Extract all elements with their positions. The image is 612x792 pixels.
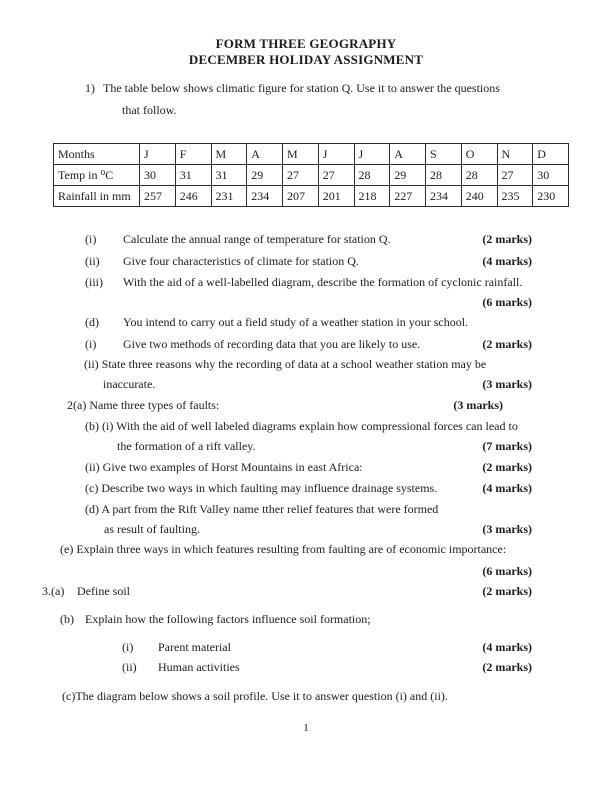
- table-cell: 246: [175, 186, 211, 207]
- question-1-iii: [40, 275, 532, 292]
- question-3-b-i: [40, 640, 532, 657]
- table-cell: 230: [533, 186, 569, 207]
- question-label: (d): [85, 315, 99, 329]
- table-cell: 28: [461, 165, 497, 186]
- table-cell: S: [426, 144, 462, 165]
- question-label: (i): [85, 232, 97, 246]
- question-2-b-i: [40, 419, 532, 436]
- table-cell: 30: [533, 165, 569, 186]
- marks: (3 marks): [482, 522, 532, 536]
- question-text: You intend to carry out a field study of a weather station in your school.: [123, 315, 469, 329]
- table-cell: 30: [140, 165, 176, 186]
- question-text: With the aid of a well-labelled diagram, describe the formation of cyclonic rainfall.: [123, 275, 523, 289]
- question-text: Calculate the annual range of temperature for station Q.: [123, 232, 391, 246]
- question-2-d-cont: [40, 522, 532, 539]
- question-text: (e) Explain three ways in which features resulting from faulting are of economic importance:: [60, 542, 507, 556]
- table-cell: 234: [247, 186, 283, 207]
- question-1-d-i: [40, 337, 532, 354]
- table-cell: J: [354, 144, 390, 165]
- question-text: the formation of a rift valley.: [117, 439, 256, 453]
- question-text: (ii) State three reasons why the recording of data at a school weather station may be: [84, 357, 487, 371]
- question-text: Define soil: [77, 584, 130, 598]
- table-cell: 201: [318, 186, 354, 207]
- table-cell: 29: [390, 165, 426, 186]
- marks: (3 marks): [453, 398, 503, 412]
- question-text: Explain how the following factors influence soil formation;: [85, 612, 371, 626]
- table-cell: 235: [497, 186, 533, 207]
- table-row-label: Rainfall in mm: [54, 186, 140, 207]
- question-3-b: [40, 612, 532, 629]
- document-title-line2: DECEMBER HOLIDAY ASSIGNMENT: [188, 52, 424, 67]
- question-2-e: [40, 542, 532, 559]
- intro-text-2: that follow.: [122, 103, 177, 117]
- question-2-d: [40, 502, 532, 519]
- table-cell: 27: [497, 165, 533, 186]
- marks: (2 marks): [482, 584, 532, 598]
- climate-table: [53, 143, 569, 207]
- question-1-i: [40, 232, 532, 249]
- table-cell: 234: [426, 186, 462, 207]
- table-row-months: [54, 144, 569, 165]
- table-cell: J: [140, 144, 176, 165]
- intro-line-1: [40, 81, 532, 98]
- marks: (4 marks): [482, 481, 532, 495]
- question-2-c: [40, 481, 532, 498]
- table-cell: 27: [318, 165, 354, 186]
- intro-line-2: [40, 103, 532, 120]
- question-2-b-i-cont: [40, 439, 532, 456]
- question-text: (ii) Give two examples of Horst Mountains in east Africa:: [85, 460, 363, 474]
- table-cell: 28: [354, 165, 390, 186]
- page-number: 1: [303, 722, 309, 734]
- question-text: (c)The diagram below shows a soil profile. Use it to answer question (i) and (ii).: [62, 689, 448, 703]
- question-3-c: [40, 689, 532, 706]
- intro-text-1: The table below shows climatic figure for station Q. Use it to answer the questions: [103, 81, 500, 95]
- question-label: (b): [60, 612, 74, 626]
- question-1-d: [40, 315, 532, 332]
- question-text: Give four characteristics of climate for station Q.: [123, 254, 359, 268]
- table-cell: 27: [283, 165, 319, 186]
- marks: (2 marks): [482, 460, 532, 474]
- table-cell: 28: [426, 165, 462, 186]
- table-cell: 218: [354, 186, 390, 207]
- table-cell: A: [390, 144, 426, 165]
- document-title-line1: FORM THREE GEOGRAPHY: [215, 36, 397, 51]
- question-2-a: [40, 398, 532, 415]
- question-3-a: [40, 584, 532, 601]
- table-cell: 31: [175, 165, 211, 186]
- question-text: Human activities: [158, 660, 240, 674]
- question-1-d-ii-cont: [40, 377, 532, 394]
- table-cell: 231: [211, 186, 247, 207]
- marks: (3 marks): [482, 377, 532, 391]
- table-cell: J: [318, 144, 354, 165]
- question-text: (d) A part from the Rift Valley name tther relief features that were formed: [85, 502, 439, 516]
- question-text: 2(a) Name three types of faults:: [67, 398, 220, 412]
- question-label: (ii): [85, 254, 100, 268]
- table-cell: 31: [211, 165, 247, 186]
- table-row-temperature: [54, 165, 569, 186]
- question-text: (b) (i) With the aid of well labeled diagrams explain how compressional forces can lead to: [85, 419, 518, 433]
- question-1-iii-marks: [40, 295, 532, 312]
- question-text: Parent material: [158, 640, 231, 654]
- marks: (7 marks): [482, 439, 532, 453]
- question-1-ii: [40, 254, 532, 271]
- question-label: (iii): [85, 275, 103, 289]
- question-text: as result of faulting.: [104, 522, 200, 536]
- table-cell: F: [175, 144, 211, 165]
- table-row-rainfall: [54, 186, 569, 207]
- table-cell: A: [247, 144, 283, 165]
- table-row-label: Temp in ⁰C: [54, 165, 140, 186]
- marks: (2 marks): [482, 337, 532, 351]
- table-cell: O: [461, 144, 497, 165]
- table-cell: 207: [283, 186, 319, 207]
- question-label: 3.(a): [42, 584, 65, 598]
- table-cell: 29: [247, 165, 283, 186]
- marks: (6 marks): [482, 295, 532, 309]
- marks: (2 marks): [482, 660, 532, 674]
- table-cell: N: [497, 144, 533, 165]
- question-1-number: 1): [85, 81, 95, 95]
- question-2-e-marks: [40, 564, 532, 581]
- marks: (2 marks): [482, 232, 532, 246]
- question-text: Give two methods of recording data that you are likely to use.: [123, 337, 421, 351]
- question-label: (i): [122, 640, 134, 654]
- table-cell: 240: [461, 186, 497, 207]
- question-2-b-ii: [40, 460, 532, 477]
- table-cell: 227: [390, 186, 426, 207]
- question-1-d-ii: [40, 357, 532, 374]
- marks: (4 marks): [482, 640, 532, 654]
- table-cell: 257: [140, 186, 176, 207]
- marks: (6 marks): [482, 564, 532, 578]
- question-text: (c) Describe two ways in which faulting may influence drainage systems.: [85, 481, 438, 495]
- question-label: (i): [85, 337, 97, 351]
- table-cell: M: [211, 144, 247, 165]
- question-text: inaccurate.: [103, 377, 156, 391]
- question-3-b-ii: [40, 660, 532, 677]
- table-row-label: Months: [54, 144, 140, 165]
- table-cell: D: [533, 144, 569, 165]
- table-cell: M: [283, 144, 319, 165]
- marks: (4 marks): [482, 254, 532, 268]
- question-label: (ii): [122, 660, 137, 674]
